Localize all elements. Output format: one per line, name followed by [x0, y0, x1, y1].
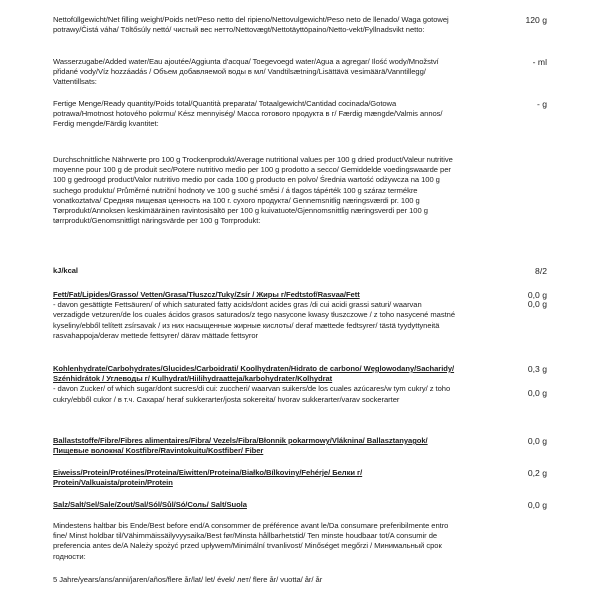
- protein-value: 0,2 g: [527, 468, 547, 478]
- salt-label: Salz/Salt/Sel/Sale/Zout/Sal/Sól/Sůl/Só/Соль/ Salt/Suola: [53, 500, 247, 509]
- added-water-value: - ml: [532, 57, 547, 67]
- fibre-value: 0,0 g: [527, 436, 547, 446]
- ready-quantity-label: Fertige Menge/Ready quantity/Poids total/Quantità preparata/ Totaalgewicht/Cantidad cocinada/Gotowa potrawa/Hmotnost hotového pokrmu/ Kész mennyiség/ Масса готового продукта в г/ Færdig mængde/Valmis annos/ Ferdig mengde/Färdig kvantitet:: [53, 99, 443, 129]
- fat-value: 0,0 g: [527, 290, 547, 300]
- saturated-fat-value: 0,0 g: [527, 299, 547, 309]
- sugar-value: 0,0 g: [527, 388, 547, 398]
- fat-label: Fett/Fat/Lipides/Grasso/ Vetten/Grasa/Tłuszcz/Tuky/Zsír / Жиры г/Fedtstof/Rasvaa/Fett: [53, 290, 360, 299]
- energy-label: kJ/kcal: [53, 266, 78, 275]
- saturated-fat-label: - davon gesättigte Fettsäuren/ of which saturated fatty acids/dont acides gras /di cui acidi grassi saturi/ waarvan verzadigde vetzuren/de los cuales ácidos grasos saturados/z tego nasycone kwasy tłuszczowe / z toho nasycené mastné kyseliny/ebből telített zsírsavak / из них насыщенные жирные кислоты/ deraf mættede fedtsyrer/ tästä tyydyttyneitä rasvahappoja/derav mettede fettsyrer/ därav mättade fettsyror: [53, 300, 456, 340]
- fat-block: [53, 290, 458, 341]
- protein-label: Eiweiss/Protein/Protéines/Proteina/Eiwitten/Proteina/Białko/Bílkoviny/Fehérje/ Белки г/ Protein/Valkuaista/protein/Protein: [53, 468, 363, 488]
- carbs-block: [53, 364, 458, 405]
- ready-quantity-value: - g: [536, 99, 547, 109]
- carbs-label: Kohlenhydrate/Carbohydrates/Glucides/Carboidrati/ Koolhydraten/Hidrato de carbono/ Węglowodany/Sacharidy/ Szénhidrátok / Углеводы г/ Kulhydrat/Hiilihydraatteja/karbohydrater/Kolhydrat: [53, 364, 455, 384]
- best-before-label: Mindestens haltbar bis Ende/Best before end/A consommer de préférence avant le/Da consumare preferibilmente entro fine/ Minst holdbar til/Vähimmäissäilyvyysaika/Best før/Minsta hållbarhetstid/ Ten minste houdbaar tot/A consumir de preferencia antes de/A Należy spożyć przed upływem/Minimální trvanlivost/ Minőséget megőrzi / Минимальный срок годности:: [53, 521, 449, 561]
- fibre-label: Ballaststoffe/Fibre/Fibres alimentaires/Fibra/ Vezels/Fibra/Błonnik pokarmowy/Vláknina/ Ballasztanyagok/ Пищевые волокна/ Kostfibre/Ravintokuitu/Kostfiber/ Fiber: [53, 436, 428, 456]
- filling-weight-value: 120 g: [525, 15, 547, 25]
- added-water-label: Wasserzugabe/Added water/Eau ajoutée/Aggiunta d'acqua/ Toegevoegd water/Agua a agregar/ Ilość wody/Množství přidané vody/Víz hozzáadás / Объем добавляемой воды в мл/ Vandtilsætning/Lisättävä vesimäärä/Vanntillegg/ Vattentillsats:: [53, 57, 439, 87]
- salt-value: 0,0 g: [527, 500, 547, 510]
- filling-weight-label: Nettofüllgewicht/Net filling weight/Poids net/Peso netto del ripieno/Nettovulgewicht/Peso neto de llenado/ Waga gotowej potrawy/Čistá váha/ Töltősúly nettó/ чистый вес нетто/Nettovægt/Nettotäyttöpaino/Netto-vekt/Fyllnadsvikt netto:: [53, 15, 449, 35]
- energy-value: 8/2: [535, 266, 547, 276]
- shelf-life-text: 5 Jahre/years/ans/anni/jaren/años/flere år/lat/ let/ évek/ лет/ flere år/ vuotta/ år/ år: [53, 575, 323, 584]
- sugar-label: - davon Zucker/ of which sugar/dont sucres/di cui: zuccheri/ waarvan suikers/de los cuales azúcares/w tym cukry/ z toho cukry/ebből cukor / в т.ч. Сахара/ heraf sukkerarter/josta sokereita/ hvorav sukkerarter/varav sockerarter: [53, 384, 451, 404]
- average-values-label: Durchschnittliche Nährwerte pro 100 g Trockenprodukt/Average nutritional values per 100 g dried product/Valeur nutritive moyenne pour 100 g de produit sec/Potere nutritivo medio per 100 g prodotto a secco/ Gemiddelde voedingswaarde per 100 g gedroogd product/Valor nutritivo medio por cada 100 g producto en polvo/ Średnia wartość odżywcza na 100 g suchego produktu/ Průměrné nutriční hodnoty ve 100 g suché směsi / á tlagos tápérték 100 g száraz termékre vonatkoztatva/ Средняя пищевая ценность на 100 г. сухого продукта/ Gennemsnitlig næringsværdi pr. 100 g Tørprodukt/Annoksen keskimääräinen ravintosisältö per 100 g kuivatuote/Gjennomsnittlig næringsverdi per 100 g tørrprodukt/Genomsnittligt näringsvärde per 100 g Torrprodukt:: [53, 155, 453, 226]
- carbs-value: 0,3 g: [527, 364, 547, 374]
